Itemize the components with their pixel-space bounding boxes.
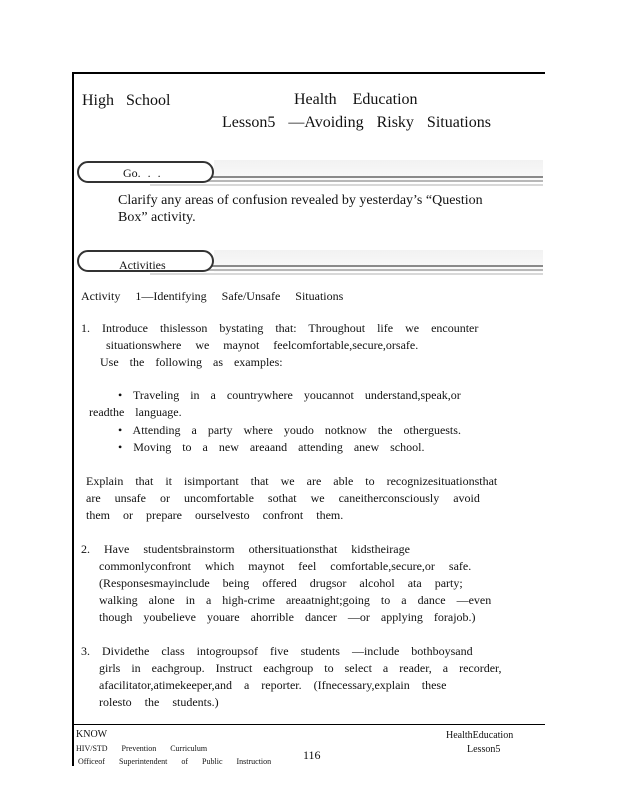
left-rule xyxy=(72,72,74,766)
item3-line3: afacilitator,atimekeeper,and a reporter. (Ifnecessary,explain these xyxy=(99,678,447,692)
go-text-line2: Box” activity. xyxy=(118,210,196,225)
activities-section-tab xyxy=(77,250,214,272)
footer-lesson: Lesson5 xyxy=(467,744,501,755)
explain-line2: are unsafe or uncomfortable sothat we caneitherconsciously avoid xyxy=(86,491,480,505)
bullet3-line1: Moving to a new areaand attending anew school. xyxy=(133,440,425,454)
item1-line3: Use the following as examples: xyxy=(100,355,283,369)
item2-line5: though youbelieve youare ahorrible dancer —or applying forajob.) xyxy=(99,610,476,624)
item3-line2: girls in eachgroup. Instruct eachgroup to select a reader, a recorder, xyxy=(99,661,502,675)
bullet-item: • Traveling in a countrywhere youcannot understand,speak,or xyxy=(118,388,461,402)
bullet2-line1: Attending a party where youdo notknow the otherguests. xyxy=(132,423,461,437)
activity-title: Activity 1—Identifying Safe/Unsafe Situations xyxy=(81,289,344,303)
go-section-label: Go. . . xyxy=(123,166,161,180)
footer-office: Officeof Superintendent of Public Instruction xyxy=(78,757,272,766)
item2-line2: commonlyconfront which maynot feel comfortable,secure,or safe. xyxy=(99,559,472,573)
lesson-title: Lesson5 —Avoiding Risky Situations xyxy=(222,114,491,131)
school-level: High School xyxy=(82,92,171,109)
footer-subject: HealthEducation xyxy=(446,730,514,741)
item2-line1: 2. Have studentsbrainstorm othersituationsthat kidstheirage xyxy=(81,542,410,556)
item1-line1: 1. Introduce thislesson bystating that: Throughout life we encounter xyxy=(81,321,479,335)
item3-line1: 3. Dividethe class intogroupsof five students —include bothboysand xyxy=(81,644,473,658)
item3-line4: rolesto the students.) xyxy=(99,695,219,709)
go-text-line1: Clarify any areas of confusion revealed by yesterday’s “Question xyxy=(118,193,483,208)
item1-line2: situationswhere we maynot feelcomfortable,secure,orsafe. xyxy=(106,338,419,352)
bullet-item: • Moving to a new areaand attending anew school. xyxy=(118,440,425,454)
bullet-item: • Attending a party where youdo notknow the otherguests. xyxy=(118,423,461,437)
subject-title: Health Education xyxy=(294,91,418,108)
item2-line3: (Responsesmayinclude being offered drugsor alcohol ata party; xyxy=(99,576,463,590)
activities-section-label: Activities xyxy=(119,258,166,272)
go-section-tab xyxy=(77,161,214,183)
page-number: 116 xyxy=(303,748,321,762)
explain-line1: Explain that it isimportant that we are able to recognizesituationsthat xyxy=(86,474,498,488)
bullet1-line2: readthe language. xyxy=(89,405,182,419)
bullet1-line1: Traveling in a countrywhere youcannot understand,speak,or xyxy=(132,388,461,402)
footer-know: KNOW xyxy=(76,729,108,740)
footer-rule xyxy=(73,724,545,725)
explain-line3: them or prepare ourselvesto confront them. xyxy=(86,508,344,522)
top-rule xyxy=(73,72,545,74)
footer-curriculum: HIV/STD Prevention Curriculum xyxy=(76,744,208,753)
item2-line4: walking alone in a high-crime areaatnight;going to a dance —even xyxy=(99,593,492,607)
